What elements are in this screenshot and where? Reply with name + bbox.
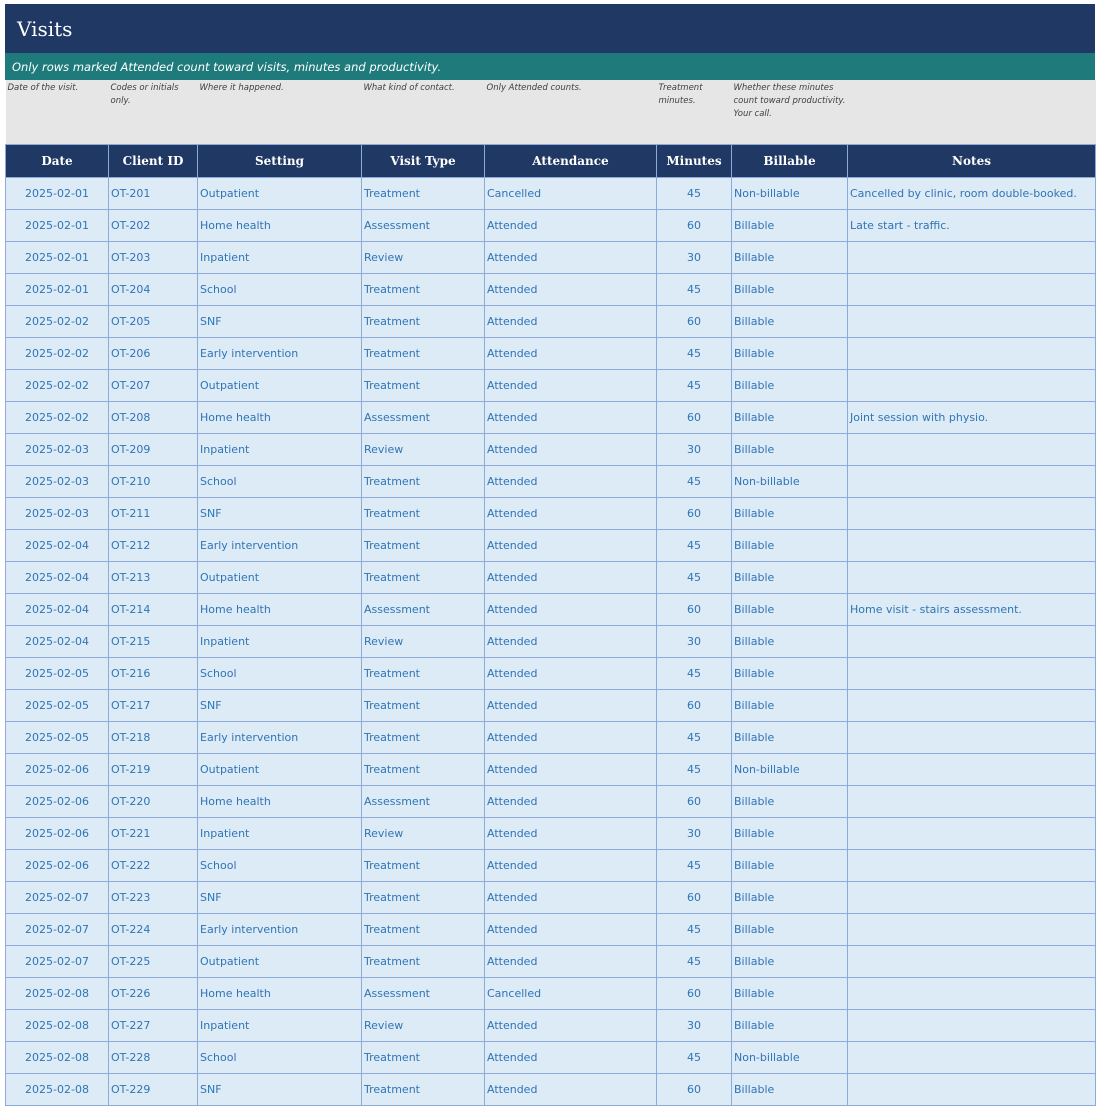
cell-visit-type[interactable]: Treatment (362, 530, 485, 562)
cell-attendance[interactable]: Attended (485, 210, 657, 242)
cell-date[interactable]: 2025-02-04 (6, 530, 109, 562)
cell-attendance[interactable]: Attended (485, 1074, 657, 1106)
table-row (6, 402, 1096, 434)
cell-date[interactable]: 2025-02-05 (6, 722, 109, 754)
cell-visit-type[interactable]: Treatment (362, 562, 485, 594)
cell-setting[interactable]: School (198, 466, 362, 498)
cell-attendance[interactable]: Attended (485, 594, 657, 626)
cell-billable[interactable]: Billable (732, 434, 848, 466)
cell-billable[interactable]: Billable (732, 914, 848, 946)
table-row (6, 818, 1096, 850)
cell-client-id[interactable]: OT-205 (109, 306, 198, 338)
cell-minutes[interactable]: 45 (657, 1042, 732, 1074)
cell-visit-type[interactable]: Review (362, 1010, 485, 1042)
cell-billable[interactable]: Billable (732, 274, 848, 306)
cell-minutes[interactable]: 60 (657, 210, 732, 242)
cell-billable[interactable]: Billable (732, 562, 848, 594)
cell-setting[interactable]: SNF (198, 1074, 362, 1106)
cell-visit-type[interactable]: Treatment (362, 882, 485, 914)
column-header-attendance[interactable]: Attendance (485, 145, 657, 178)
cell-client-id[interactable]: OT-227 (109, 1010, 198, 1042)
table-row (6, 946, 1096, 978)
table-row (6, 530, 1096, 562)
cell-client-id[interactable]: OT-225 (109, 946, 198, 978)
cell-minutes[interactable]: 30 (657, 434, 732, 466)
cell-date[interactable]: 2025-02-07 (6, 882, 109, 914)
cell-client-id[interactable]: OT-214 (109, 594, 198, 626)
cell-client-id[interactable]: OT-202 (109, 210, 198, 242)
cell-attendance[interactable]: Attended (485, 402, 657, 434)
cell-setting[interactable]: School (198, 1042, 362, 1074)
cell-client-id[interactable]: OT-220 (109, 786, 198, 818)
cell-client-id[interactable]: OT-226 (109, 978, 198, 1010)
cell-notes[interactable] (848, 978, 1096, 1010)
cell-setting[interactable]: Outpatient (198, 946, 362, 978)
cell-billable[interactable]: Billable (732, 242, 848, 274)
cell-minutes[interactable]: 60 (657, 786, 732, 818)
cell-minutes[interactable]: 30 (657, 626, 732, 658)
cell-billable[interactable]: Billable (732, 818, 848, 850)
cell-date[interactable]: 2025-02-06 (6, 850, 109, 882)
cell-attendance[interactable]: Attended (485, 1010, 657, 1042)
cell-attendance[interactable]: Attended (485, 882, 657, 914)
cell-billable[interactable]: Billable (732, 786, 848, 818)
cell-notes[interactable]: Cancelled by clinic, room double-booked. (848, 178, 1096, 210)
cell-billable[interactable]: Billable (732, 210, 848, 242)
cell-setting[interactable]: Home health (198, 594, 362, 626)
cell-attendance[interactable]: Attended (485, 786, 657, 818)
cell-client-id[interactable]: OT-224 (109, 914, 198, 946)
cell-visit-type[interactable]: Treatment (362, 690, 485, 722)
cell-date[interactable]: 2025-02-02 (6, 306, 109, 338)
cell-date[interactable]: 2025-02-07 (6, 914, 109, 946)
cell-setting[interactable]: School (198, 850, 362, 882)
column-header-row (6, 145, 1096, 178)
table-row (6, 690, 1096, 722)
cell-attendance[interactable]: Cancelled (485, 178, 657, 210)
cell-visit-type[interactable]: Treatment (362, 754, 485, 786)
table-row (6, 370, 1096, 402)
cell-billable[interactable]: Billable (732, 626, 848, 658)
cell-billable[interactable]: Billable (732, 722, 848, 754)
cell-date[interactable]: 2025-02-04 (6, 562, 109, 594)
cell-billable[interactable]: Billable (732, 338, 848, 370)
table-row (6, 754, 1096, 786)
cell-client-id[interactable]: OT-223 (109, 882, 198, 914)
cell-minutes[interactable]: 60 (657, 306, 732, 338)
cell-client-id[interactable]: OT-213 (109, 562, 198, 594)
cell-setting[interactable]: SNF (198, 690, 362, 722)
column-header-date[interactable]: Date (6, 145, 109, 178)
cell-visit-type[interactable]: Review (362, 626, 485, 658)
cell-notes[interactable] (848, 626, 1096, 658)
table-row (6, 722, 1096, 754)
table-row (6, 466, 1096, 498)
column-header-visit-type[interactable]: Visit Type (362, 145, 485, 178)
cell-date[interactable]: 2025-02-02 (6, 338, 109, 370)
cell-setting[interactable]: School (198, 658, 362, 690)
cell-client-id[interactable]: OT-206 (109, 338, 198, 370)
cell-billable[interactable]: Billable (732, 402, 848, 434)
cell-attendance[interactable]: Cancelled (485, 978, 657, 1010)
cell-minutes[interactable]: 45 (657, 722, 732, 754)
cell-minutes[interactable]: 60 (657, 690, 732, 722)
cell-notes[interactable] (848, 530, 1096, 562)
cell-setting[interactable]: Home health (198, 786, 362, 818)
cell-billable[interactable]: Billable (732, 882, 848, 914)
cell-setting[interactable]: Inpatient (198, 626, 362, 658)
table-row (6, 434, 1096, 466)
cell-billable[interactable]: Billable (732, 370, 848, 402)
cell-attendance[interactable]: Attended (485, 690, 657, 722)
sheet-subtitle-bar (5, 53, 1095, 80)
cell-date[interactable]: 2025-02-01 (6, 242, 109, 274)
cell-setting[interactable]: Inpatient (198, 818, 362, 850)
cell-minutes[interactable]: 45 (657, 338, 732, 370)
cell-attendance[interactable]: Attended (485, 1042, 657, 1074)
table-row (6, 658, 1096, 690)
table-row (6, 210, 1096, 242)
cell-date[interactable]: 2025-02-08 (6, 1010, 109, 1042)
cell-client-id[interactable]: OT-209 (109, 434, 198, 466)
cell-billable[interactable]: Billable (732, 690, 848, 722)
cell-visit-type[interactable]: Treatment (362, 946, 485, 978)
cell-minutes[interactable]: 60 (657, 498, 732, 530)
cell-client-id[interactable]: OT-215 (109, 626, 198, 658)
cell-minutes[interactable]: 45 (657, 658, 732, 690)
cell-notes[interactable] (848, 466, 1096, 498)
cell-notes[interactable] (848, 274, 1096, 306)
table-row (6, 562, 1096, 594)
cell-client-id[interactable]: OT-204 (109, 274, 198, 306)
table-row (6, 786, 1096, 818)
cell-client-id[interactable]: OT-217 (109, 690, 198, 722)
cell-attendance[interactable]: Attended (485, 466, 657, 498)
table-row (6, 626, 1096, 658)
cell-setting[interactable]: Home health (198, 978, 362, 1010)
cell-notes[interactable] (848, 242, 1096, 274)
cell-setting[interactable]: Outpatient (198, 754, 362, 786)
cell-date[interactable]: 2025-02-01 (6, 178, 109, 210)
cell-date[interactable]: 2025-02-08 (6, 978, 109, 1010)
cell-setting[interactable]: Outpatient (198, 562, 362, 594)
sheet-title-bar (5, 4, 1095, 53)
cell-attendance[interactable]: Attended (485, 498, 657, 530)
cell-setting[interactable]: School (198, 274, 362, 306)
cell-notes[interactable]: Home visit - stairs assessment. (848, 594, 1096, 626)
cell-client-id[interactable]: OT-210 (109, 466, 198, 498)
cell-notes[interactable]: Joint session with physio. (848, 402, 1096, 434)
cell-attendance[interactable]: Attended (485, 658, 657, 690)
cell-setting[interactable]: Home health (198, 210, 362, 242)
cell-setting[interactable]: Outpatient (198, 178, 362, 210)
cell-date[interactable]: 2025-02-06 (6, 786, 109, 818)
cell-billable[interactable]: Billable (732, 946, 848, 978)
cell-notes[interactable] (848, 882, 1096, 914)
cell-notes[interactable] (848, 1074, 1096, 1106)
cell-client-id[interactable]: OT-229 (109, 1074, 198, 1106)
table-row (6, 882, 1096, 914)
cell-setting[interactable]: Inpatient (198, 242, 362, 274)
table-row (6, 274, 1096, 306)
cell-minutes[interactable]: 60 (657, 402, 732, 434)
cell-attendance[interactable]: Attended (485, 562, 657, 594)
cell-notes[interactable] (848, 722, 1096, 754)
cell-client-id[interactable]: OT-218 (109, 722, 198, 754)
visits-table (5, 80, 1096, 1106)
cell-billable[interactable]: Billable (732, 1010, 848, 1042)
cell-visit-type[interactable]: Treatment (362, 306, 485, 338)
cell-billable[interactable]: Non-billable (732, 1042, 848, 1074)
cell-visit-type[interactable]: Review (362, 242, 485, 274)
column-hint-attendance: Only Attended counts. (485, 80, 657, 145)
cell-notes[interactable] (848, 946, 1096, 978)
table-row (6, 306, 1096, 338)
cell-client-id[interactable]: OT-211 (109, 498, 198, 530)
cell-attendance[interactable]: Attended (485, 850, 657, 882)
cell-date[interactable]: 2025-02-06 (6, 754, 109, 786)
cell-minutes[interactable]: 45 (657, 946, 732, 978)
cell-notes[interactable] (848, 914, 1096, 946)
cell-visit-type[interactable]: Assessment (362, 594, 485, 626)
cell-visit-type[interactable]: Treatment (362, 498, 485, 530)
cell-visit-type[interactable]: Treatment (362, 466, 485, 498)
cell-date[interactable]: 2025-02-08 (6, 1074, 109, 1106)
cell-visit-type[interactable]: Assessment (362, 210, 485, 242)
cell-attendance[interactable]: Attended (485, 434, 657, 466)
cell-minutes[interactable]: 30 (657, 1010, 732, 1042)
cell-notes[interactable] (848, 786, 1096, 818)
table-row (6, 594, 1096, 626)
cell-visit-type[interactable]: Treatment (362, 722, 485, 754)
cell-minutes[interactable]: 60 (657, 1074, 732, 1106)
cell-client-id[interactable]: OT-219 (109, 754, 198, 786)
cell-notes[interactable] (848, 1042, 1096, 1074)
cell-setting[interactable]: Outpatient (198, 370, 362, 402)
cell-setting[interactable]: Early intervention (198, 914, 362, 946)
column-header-setting[interactable]: Setting (198, 145, 362, 178)
cell-notes[interactable] (848, 562, 1096, 594)
cell-date[interactable]: 2025-02-03 (6, 434, 109, 466)
cell-notes[interactable] (848, 658, 1096, 690)
sheet-title: Visits (17, 16, 73, 41)
cell-visit-type[interactable]: Treatment (362, 1074, 485, 1106)
cell-notes[interactable] (848, 754, 1096, 786)
cell-setting[interactable]: Home health (198, 402, 362, 434)
cell-date[interactable]: 2025-02-04 (6, 594, 109, 626)
cell-minutes[interactable]: 60 (657, 978, 732, 1010)
cell-notes[interactable] (848, 306, 1096, 338)
cell-setting[interactable]: Early intervention (198, 722, 362, 754)
cell-visit-type[interactable]: Review (362, 434, 485, 466)
cell-date[interactable]: 2025-02-07 (6, 946, 109, 978)
cell-visit-type[interactable]: Treatment (362, 274, 485, 306)
cell-setting[interactable]: Inpatient (198, 434, 362, 466)
cell-billable[interactable]: Billable (732, 594, 848, 626)
cell-client-id[interactable]: OT-221 (109, 818, 198, 850)
cell-visit-type[interactable]: Treatment (362, 914, 485, 946)
cell-attendance[interactable]: Attended (485, 242, 657, 274)
cell-date[interactable]: 2025-02-01 (6, 274, 109, 306)
cell-date[interactable]: 2025-02-02 (6, 402, 109, 434)
cell-notes[interactable] (848, 434, 1096, 466)
cell-attendance[interactable]: Attended (485, 306, 657, 338)
visits-sheet (5, 4, 1095, 1106)
cell-client-id[interactable]: OT-228 (109, 1042, 198, 1074)
cell-notes[interactable]: Late start - traffic. (848, 210, 1096, 242)
column-hint-visit-type: What kind of contact. (362, 80, 485, 145)
column-hints-row (6, 80, 1096, 145)
table-row (6, 178, 1096, 210)
table-row (6, 242, 1096, 274)
cell-visit-type[interactable]: Treatment (362, 1042, 485, 1074)
cell-date[interactable]: 2025-02-03 (6, 466, 109, 498)
cell-notes[interactable] (848, 850, 1096, 882)
cell-billable[interactable]: Billable (732, 978, 848, 1010)
cell-attendance[interactable]: Attended (485, 754, 657, 786)
column-hint-minutes: Treatment minutes. (657, 80, 732, 145)
cell-attendance[interactable]: Attended (485, 722, 657, 754)
cell-attendance[interactable]: Attended (485, 626, 657, 658)
cell-visit-type[interactable]: Assessment (362, 786, 485, 818)
cell-minutes[interactable]: 45 (657, 850, 732, 882)
cell-minutes[interactable]: 45 (657, 370, 732, 402)
cell-notes[interactable] (848, 1010, 1096, 1042)
cell-notes[interactable] (848, 370, 1096, 402)
cell-visit-type[interactable]: Treatment (362, 338, 485, 370)
cell-minutes[interactable]: 45 (657, 530, 732, 562)
cell-client-id[interactable]: OT-201 (109, 178, 198, 210)
column-hint-billable: Whether these minutes count toward productivity. Your call. (732, 80, 848, 145)
table-row (6, 1042, 1096, 1074)
cell-minutes[interactable]: 45 (657, 274, 732, 306)
cell-attendance[interactable]: Attended (485, 338, 657, 370)
cell-client-id[interactable]: OT-203 (109, 242, 198, 274)
cell-client-id[interactable]: OT-208 (109, 402, 198, 434)
column-header-notes[interactable]: Notes (848, 145, 1096, 178)
cell-notes[interactable] (848, 338, 1096, 370)
cell-minutes[interactable]: 45 (657, 914, 732, 946)
cell-date[interactable]: 2025-02-01 (6, 210, 109, 242)
cell-minutes[interactable]: 45 (657, 562, 732, 594)
table-row (6, 1010, 1096, 1042)
cell-billable[interactable]: Non-billable (732, 178, 848, 210)
column-hint-date: Date of the visit. (6, 80, 109, 145)
cell-setting[interactable]: Early intervention (198, 338, 362, 370)
cell-visit-type[interactable]: Treatment (362, 658, 485, 690)
cell-setting[interactable]: SNF (198, 882, 362, 914)
cell-billable[interactable]: Billable (732, 850, 848, 882)
cell-setting[interactable]: SNF (198, 306, 362, 338)
cell-attendance[interactable]: Attended (485, 818, 657, 850)
cell-minutes[interactable]: 30 (657, 818, 732, 850)
cell-attendance[interactable]: Attended (485, 914, 657, 946)
table-row (6, 498, 1096, 530)
column-hint-notes (848, 80, 1096, 145)
cell-visit-type[interactable]: Assessment (362, 402, 485, 434)
cell-attendance[interactable]: Attended (485, 274, 657, 306)
column-hint-setting: Where it happened. (198, 80, 362, 145)
column-hint-client-id: Codes or initials only. (109, 80, 198, 145)
cell-attendance[interactable]: Attended (485, 370, 657, 402)
cell-date[interactable]: 2025-02-06 (6, 818, 109, 850)
cell-visit-type[interactable]: Treatment (362, 178, 485, 210)
cell-setting[interactable]: Early intervention (198, 530, 362, 562)
cell-attendance[interactable]: Attended (485, 530, 657, 562)
cell-date[interactable]: 2025-02-05 (6, 658, 109, 690)
cell-billable[interactable]: Billable (732, 306, 848, 338)
cell-billable[interactable]: Non-billable (732, 466, 848, 498)
cell-visit-type[interactable]: Review (362, 818, 485, 850)
cell-minutes[interactable]: 45 (657, 466, 732, 498)
cell-client-id[interactable]: OT-212 (109, 530, 198, 562)
table-row (6, 850, 1096, 882)
cell-billable[interactable]: Billable (732, 530, 848, 562)
cell-minutes[interactable]: 45 (657, 754, 732, 786)
cell-minutes[interactable]: 60 (657, 882, 732, 914)
cell-date[interactable]: 2025-02-02 (6, 370, 109, 402)
cell-setting[interactable]: Inpatient (198, 1010, 362, 1042)
cell-client-id[interactable]: OT-207 (109, 370, 198, 402)
table-row (6, 338, 1096, 370)
column-header-minutes[interactable]: Minutes (657, 145, 732, 178)
cell-visit-type[interactable]: Assessment (362, 978, 485, 1010)
cell-billable[interactable]: Non-billable (732, 754, 848, 786)
cell-client-id[interactable]: OT-216 (109, 658, 198, 690)
cell-setting[interactable]: SNF (198, 498, 362, 530)
cell-date[interactable]: 2025-02-08 (6, 1042, 109, 1074)
cell-visit-type[interactable]: Treatment (362, 850, 485, 882)
visits-table-body (6, 178, 1096, 1106)
cell-attendance[interactable]: Attended (485, 946, 657, 978)
cell-date[interactable]: 2025-02-05 (6, 690, 109, 722)
sheet-subtitle: Only rows marked Attended count toward visits, minutes and productivity. (12, 59, 442, 74)
cell-notes[interactable] (848, 690, 1096, 722)
cell-billable[interactable]: Billable (732, 658, 848, 690)
cell-notes[interactable] (848, 818, 1096, 850)
cell-billable[interactable]: Billable (732, 498, 848, 530)
table-row (6, 1074, 1096, 1106)
cell-date[interactable]: 2025-02-04 (6, 626, 109, 658)
cell-minutes[interactable]: 30 (657, 242, 732, 274)
cell-billable[interactable]: Billable (732, 1074, 848, 1106)
cell-notes[interactable] (848, 498, 1096, 530)
cell-minutes[interactable]: 45 (657, 178, 732, 210)
column-header-client-id[interactable]: Client ID (109, 145, 198, 178)
cell-minutes[interactable]: 60 (657, 594, 732, 626)
table-row (6, 978, 1096, 1010)
column-header-billable[interactable]: Billable (732, 145, 848, 178)
cell-visit-type[interactable]: Treatment (362, 370, 485, 402)
cell-date[interactable]: 2025-02-03 (6, 498, 109, 530)
cell-client-id[interactable]: OT-222 (109, 850, 198, 882)
table-row (6, 914, 1096, 946)
